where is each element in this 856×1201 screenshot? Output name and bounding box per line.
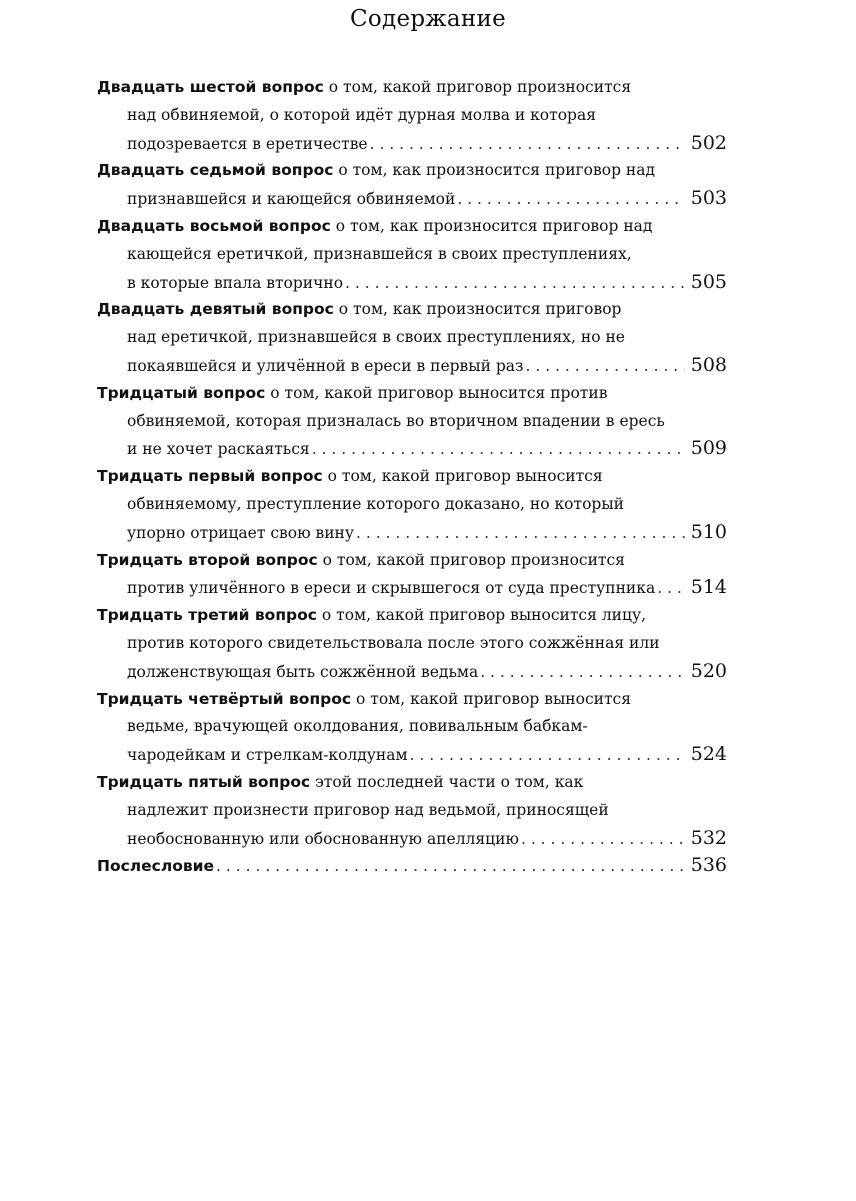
toc-entry-text: о том, как произносится приговор над [333,161,656,180]
dot-leader [312,436,685,463]
toc-entry-last-line [97,574,727,602]
dot-leader [370,131,685,158]
toc-entry-text: упорно отрицает свою вину [127,523,355,542]
toc-entry-last-line [97,852,727,880]
toc-entry[interactable] [97,157,727,213]
toc-entry-heading: Двадцать седьмой вопрос [97,161,334,180]
toc-entry-text: против уличённого в ереси и скрывшегося от суда преступника [127,579,656,598]
dot-leader [410,742,685,769]
toc-entry-last-line [97,825,727,853]
toc-entry-text: подозревается в еретичестве [127,134,368,153]
dot-leader [345,270,685,297]
toc-entry-line: ведьме, врачующей околдования, повивальным бабкам- [127,717,588,736]
toc-entry-text: о том, какой приговор выносится против [265,383,608,402]
toc-entry-line: обвиняемой, которая призналась во вторичном впадении в ересь [127,411,665,430]
toc-page-number: 508 [690,353,727,376]
toc-entry[interactable] [97,296,727,379]
toc-entry-line: обвиняемому, преступление которого доказано, но который [127,494,625,513]
toc-entry[interactable] [97,602,727,685]
toc-entry-text: о том, какой приговор выносится лицу, [316,606,647,625]
toc-entry-first-line [97,602,727,630]
toc-entry-line: кающейся еретичкой, признавшейся в своих преступлениях, [127,244,632,263]
toc-entry-text: чародейкам и стрелкам-колдунам [127,746,408,765]
toc-entry-text: покаявшейся и уличённой в ереси в первый раз [127,356,524,375]
toc-entry-last-line [97,269,727,297]
toc-entry-heading: Тридцать третий вопрос [97,606,317,625]
toc-entry-last-line [97,185,727,213]
toc-entry-text: о том, как произносится приговор над [330,216,653,235]
toc-entry-text: долженствующая быть сожжённой ведьма [127,662,479,681]
dot-leader [521,826,685,853]
toc-entry-heading: Тридцать пятый вопрос [97,772,311,791]
toc-page-number: 532 [690,826,727,849]
toc-entry-afterword[interactable] [97,852,727,880]
toc-entry[interactable] [97,380,727,463]
toc-entry-last-line [97,741,727,769]
toc-entry-heading: Двадцать восьмой вопрос [97,216,331,235]
toc-entry-text: о том, какой приговор произносится [317,550,625,569]
toc-page-number: 536 [690,854,727,877]
toc-entry-last-line [97,658,727,686]
toc-entry-line: надлежит произнести приговор над ведьмой, приносящей [127,800,609,819]
toc-entry-line: над еретичкой, признавшейся в своих преступлениях, но не [127,328,625,347]
toc-entry-heading: Тридцать первый вопрос [97,467,323,486]
dot-leader [657,575,685,602]
toc-entry-text: о том, какой приговор выносится [322,467,603,486]
toc-entry-first-line [97,547,727,575]
toc-entry-text: необоснованную или обоснованную апелляцию [127,829,519,848]
toc-page-number: 520 [690,659,727,682]
toc-entry-first-line [97,769,727,797]
toc-entry-heading: Тридцать четвёртый вопрос [97,689,352,708]
toc-entry[interactable] [97,547,727,603]
toc-entry-first-line [97,74,727,102]
toc-entry-last-line [97,519,727,547]
toc-entry[interactable] [97,213,727,296]
toc-entry-text: и не хочет раскаяться [127,440,310,459]
toc-entry-last-line [97,130,727,158]
toc-entry-first-line [97,213,727,241]
toc-entry-heading: Двадцать шестой вопрос [97,78,324,96]
dot-leader [457,186,684,213]
toc-entry-text: признавшейся и кающейся обвиняемой [127,190,456,209]
toc-entry-text: в которые впала вторично [127,273,344,292]
toc-entry[interactable] [97,769,727,852]
toc-entry-text: о том, какой приговор выносится [351,689,632,708]
toc-page-number: 503 [690,187,727,210]
toc-entry-heading: Тридцать второй вопрос [97,550,318,569]
toc-entry-line: против которого свидетельствовала после этого сожжённая или [127,633,660,652]
table-of-contents [97,74,727,880]
toc-entry-heading: Послесловие [97,857,215,876]
toc-entry-first-line [97,463,727,491]
toc-entry-first-line [97,686,727,714]
toc-entry-heading: Тридцатый вопрос [97,383,266,402]
toc-entry[interactable] [97,74,727,157]
toc-entry-first-line [97,380,727,408]
toc-page-number: 524 [690,743,727,766]
toc-entry[interactable] [97,686,727,769]
toc-entry-first-line [97,296,727,324]
toc-entry-heading: Двадцать девятый вопрос [97,300,334,319]
toc-page-number: 509 [690,437,727,460]
dot-leader [480,659,685,686]
toc-entry-line: над обвиняемой, о которой идёт дурная молва и которая [127,105,596,124]
toc-entry-first-line [97,157,727,185]
toc-page-number: 502 [690,131,727,154]
toc-entry-text: о том, как произносится приговор [333,300,622,319]
toc-page-number: 505 [690,270,727,293]
dot-leader [526,353,685,380]
toc-entry-text: этой последней части о том, как [310,772,584,791]
toc-entry-last-line [97,435,727,463]
page-title: Содержание [349,6,507,32]
toc-entry[interactable] [97,463,727,546]
dot-leader [356,520,685,547]
dot-leader [216,853,685,880]
toc-entry-text: о том, какой приговор произносится [323,78,632,96]
toc-entry-last-line [97,352,727,380]
toc-page-number: 510 [690,520,727,543]
toc-page-number: 514 [690,576,727,599]
